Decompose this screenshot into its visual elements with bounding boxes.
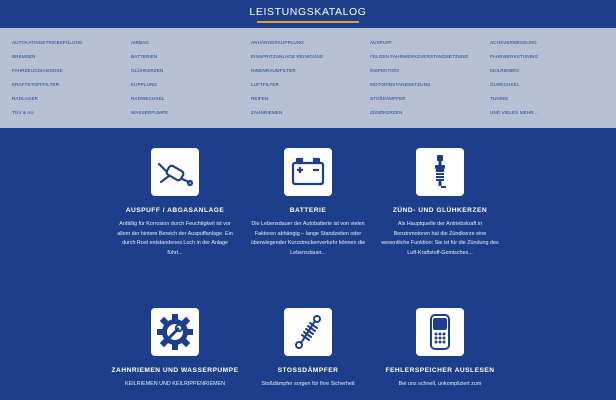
catalog-item[interactable]: ZÜNDKERZEN [370,110,403,115]
catalog-item[interactable]: TUNING [490,96,509,101]
catalog-item[interactable]: ZAHNRIEMEN [251,110,283,115]
catalog-item[interactable]: ÖLWECHSEL [490,82,520,87]
service-title: ZAHNRIEMEN UND WASSERPUMPE [111,367,239,374]
catalog-item[interactable]: BATTERIEN [131,54,158,59]
catalog-item[interactable]: LUFTFILTER [251,82,279,87]
catalog-column-2 [131,40,168,124]
service-description: Die Lebensdauer der Autobatterie ist von vielen Faktoren abhängig – lange Standzeiten oder überwiegender Kurzstreckenverkehr können die Lebensdauer... [250,221,366,256]
service-description: KEILRIEMEN UND KEILRIPPENRIEMEN [124,381,226,387]
catalog-item[interactable]: REIFEN [251,96,269,101]
service-card-fault-memory[interactable] [375,308,505,390]
service-catalog [0,28,616,128]
battery-icon [284,148,332,196]
service-card-spark-plugs[interactable] [375,148,505,258]
catalog-item[interactable]: GLÜHKERZEN [131,68,164,73]
service-title: BATTERIE [289,207,327,214]
catalog-item[interactable]: BREMSEN [12,54,36,59]
service-card-battery[interactable] [243,148,373,258]
catalog-item[interactable]: AIRBAG [131,40,149,45]
catalog-column-1 [12,40,83,124]
catalog-item[interactable]: INSPEKTION [370,68,399,73]
catalog-column-5 [490,40,538,124]
catalog-item[interactable]: MOTORINSTANDSETZUNG [370,82,431,87]
shock-absorber-icon [284,308,332,356]
catalog-column-3 [251,40,323,124]
diagnostic-device-icon [416,308,464,356]
catalog-item[interactable]: FAHRZEUGDIAGNOSE [12,68,63,73]
catalog-item[interactable]: RADLAGER [12,96,39,101]
catalog-item[interactable]: UND VIELES MEHR... [490,110,538,115]
catalog-item[interactable]: INNENRAUMFILTER [251,68,296,73]
catalog-item[interactable]: STOßDÄMPFER [370,96,406,101]
page-title: LEISTUNGSKATALOG [249,6,367,18]
service-description: Anfällig für Korrosion durch Feuchtigkeit ist vor allem der hintere Bereich der Auspuffanlage. Ein durch Rost entstandenes Loch in der Anlage führt... [117,221,233,256]
catalog-item[interactable]: ACHSVERMESSUNG [490,40,537,45]
service-description: Stoßdämpfer sorgen für Ihre Sicherheit [261,381,355,387]
catalog-item[interactable]: KUPPLUNG [131,82,158,87]
catalog-item[interactable]: RADWECHSEL [131,96,165,101]
service-title: AUSPUFF / ABGASANLAGE [125,207,225,214]
services-grid [0,128,616,400]
title-underline [257,21,359,23]
catalog-item[interactable]: KEILRIEMEN [490,68,519,73]
service-description: Als Hauptquelle der Antriebskraft in Benzinmotoren hat die Zündkerze eine wesentliche Funktion: Sie ist für die Zündung des Luft-Kraftstoff-Gemisches... [381,221,499,256]
catalog-column-4 [370,40,468,124]
catalog-item[interactable]: ANHÄNGERKUPPLUNG [251,40,304,45]
service-description: Bei uns schnell, unkompliziert zum [398,381,482,387]
service-card-shock-absorbers[interactable] [243,308,373,390]
catalog-item[interactable]: FAHRWERKSTUNING [490,54,539,59]
catalog-item[interactable]: FELGEN FAHRWERKSVERSTANDSETZUNG [370,54,469,59]
catalog-item[interactable]: AUSPUFF [370,40,393,45]
spark-plug-icon [416,148,464,196]
service-title: STOSSDÄMPFER [277,367,339,374]
catalog-item[interactable]: EINSPRITZANLAGE REINIGUNG [251,54,324,59]
service-title: ZÜND- UND GLÜHKERZEN [392,207,488,214]
exhaust-icon [151,148,199,196]
catalog-item[interactable]: WASSERPUMPE [131,110,169,115]
header [0,0,616,28]
service-title: FEHLERSPEICHER AUSLESEN [385,367,495,374]
catalog-item[interactable]: KRAFTSTOFFFILTER [12,82,60,87]
service-card-timing-belt[interactable] [110,308,240,390]
catalog-item[interactable]: TÜV & AU [12,110,34,115]
service-card-exhaust[interactable] [110,148,240,258]
catalog-item[interactable]: AUTOKATINGETRIEBSPÜLUNG [12,40,83,45]
gear-wrench-icon [151,308,199,356]
